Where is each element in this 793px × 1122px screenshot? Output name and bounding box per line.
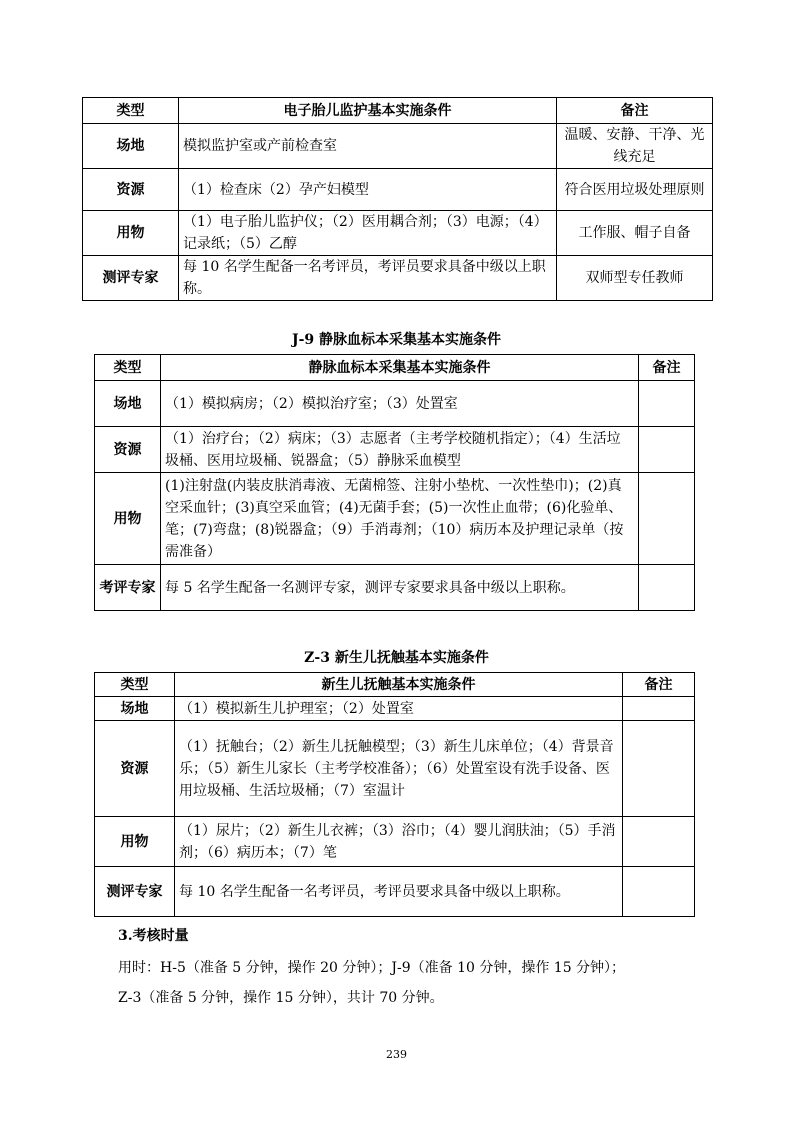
row-note <box>639 427 695 473</box>
table-caption-venous: J-9 静脉血标本采集基本实施条件 <box>291 332 502 348</box>
section-paragraph-line-1: 用时：H-5（准备 5 分钟，操作 20 分钟）；J-9（准备 10 分钟，操作 15 分钟）； <box>118 960 626 976</box>
header-content: 电子胎儿监护基本实施条件 <box>179 98 557 124</box>
header-content: 新生儿抚触基本实施条件 <box>175 673 623 697</box>
table-row <box>83 124 713 169</box>
table-row <box>95 473 695 565</box>
table-row <box>83 169 713 211</box>
table-fetal-monitoring <box>82 97 713 301</box>
header-type: 类型 <box>83 98 179 124</box>
row-type: 测评专家 <box>95 867 175 917</box>
table-row <box>95 697 695 721</box>
row-type: 用物 <box>95 817 175 867</box>
row-note <box>639 381 695 427</box>
row-content: 模拟监护室或产前检查室 <box>179 124 557 169</box>
row-note <box>623 817 695 867</box>
row-content: （1）抚触台；（2）新生儿抚触模型；（3）新生儿床单位；（4）背景音乐；（5）新生儿家长（主考学校准备）；（6）处置室设有洗手设备、医用垃圾桶、生活垃圾桶；（7）室温计 <box>175 721 623 817</box>
row-note <box>639 565 695 611</box>
table-row <box>95 381 695 427</box>
row-type: 考评专家 <box>95 565 161 611</box>
table-row <box>95 565 695 611</box>
header-type: 类型 <box>95 673 175 697</box>
header-note: 备注 <box>557 98 713 124</box>
header-type: 类型 <box>95 355 161 381</box>
row-note <box>639 473 695 565</box>
table-row <box>95 427 695 473</box>
row-type: 资源 <box>83 169 179 211</box>
row-note <box>623 867 695 917</box>
header-note: 备注 <box>639 355 695 381</box>
table-caption-neonatal: Z-3 新生儿抚触基本实施条件 <box>304 650 489 666</box>
row-note: 双师型专任教师 <box>557 256 713 301</box>
row-type: 用物 <box>95 473 161 565</box>
section-paragraph-line-2: Z-3（准备 5 分钟，操作 15 分钟），共计 70 分钟。 <box>118 990 444 1006</box>
row-type: 资源 <box>95 721 175 817</box>
header-content: 静脉血标本采集基本实施条件 <box>161 355 639 381</box>
row-note: 温暖、安静、干净、光线充足 <box>557 124 713 169</box>
table-row <box>83 256 713 301</box>
row-content: （1）检查床（2）孕产妇模型 <box>179 169 557 211</box>
row-content: （1）模拟病房；（2）模拟治疗室；（3）处置室 <box>161 381 639 427</box>
table-row <box>95 867 695 917</box>
table-row <box>95 817 695 867</box>
table-header-row <box>95 355 695 381</box>
header-note: 备注 <box>623 673 695 697</box>
row-type: 测评专家 <box>83 256 179 301</box>
row-content: （1）尿片；（2）新生儿衣裤；（3）浴巾；（4）婴儿润肤油；（5）手消剂；（6）病历本；（7）笔 <box>175 817 623 867</box>
row-type: 资源 <box>95 427 161 473</box>
row-content: 每 5 名学生配备一名测评专家，测评专家要求具备中级以上职称。 <box>161 565 639 611</box>
row-note: 工作服、帽子自备 <box>557 211 713 256</box>
row-type: 用物 <box>83 211 179 256</box>
row-type: 场地 <box>95 697 175 721</box>
row-content: （1）治疗台；（2）病床；（3）志愿者（主考学校随机指定）；（4）生活垃圾桶、医用垃圾桶、锐器盒；（5）静脉采血模型 <box>161 427 639 473</box>
table-row <box>83 211 713 256</box>
row-type: 场地 <box>83 124 179 169</box>
row-content: (1)注射盘(内装皮肤消毒液、无菌棉签、注射小垫枕、一次性垫巾)；(2)真空采血针；(3)真空采血管；(4)无菌手套；(5)一次性止血带；(6)化验单、笔；(7)弯盘；(8)锐器盒；（9）手消毒剂；（10）病历本及护理记录单（按需准备） <box>161 473 639 565</box>
row-content: （1）模拟新生儿护理室；（2）处置室 <box>175 697 623 721</box>
table-neonatal-touch <box>94 672 695 917</box>
row-content: （1）电子胎儿监护仪；（2）医用耦合剂；（3）电源；（4）记录纸；（5）乙醇 <box>179 211 557 256</box>
row-content: 每 10 名学生配备一名考评员，考评员要求具备中级以上职称。 <box>175 867 623 917</box>
section-heading: 3.考核时量 <box>118 928 189 944</box>
page-number: 239 <box>386 1048 407 1061</box>
table-header-row <box>83 98 713 124</box>
row-note <box>623 721 695 817</box>
row-note <box>623 697 695 721</box>
row-type: 场地 <box>95 381 161 427</box>
table-row <box>95 721 695 817</box>
table-venous-blood <box>94 354 695 611</box>
row-note: 符合医用垃圾处理原则 <box>557 169 713 211</box>
row-content: 每 10 名学生配备一名考评员，考评员要求具备中级以上职称。 <box>179 256 557 301</box>
table-header-row <box>95 673 695 697</box>
